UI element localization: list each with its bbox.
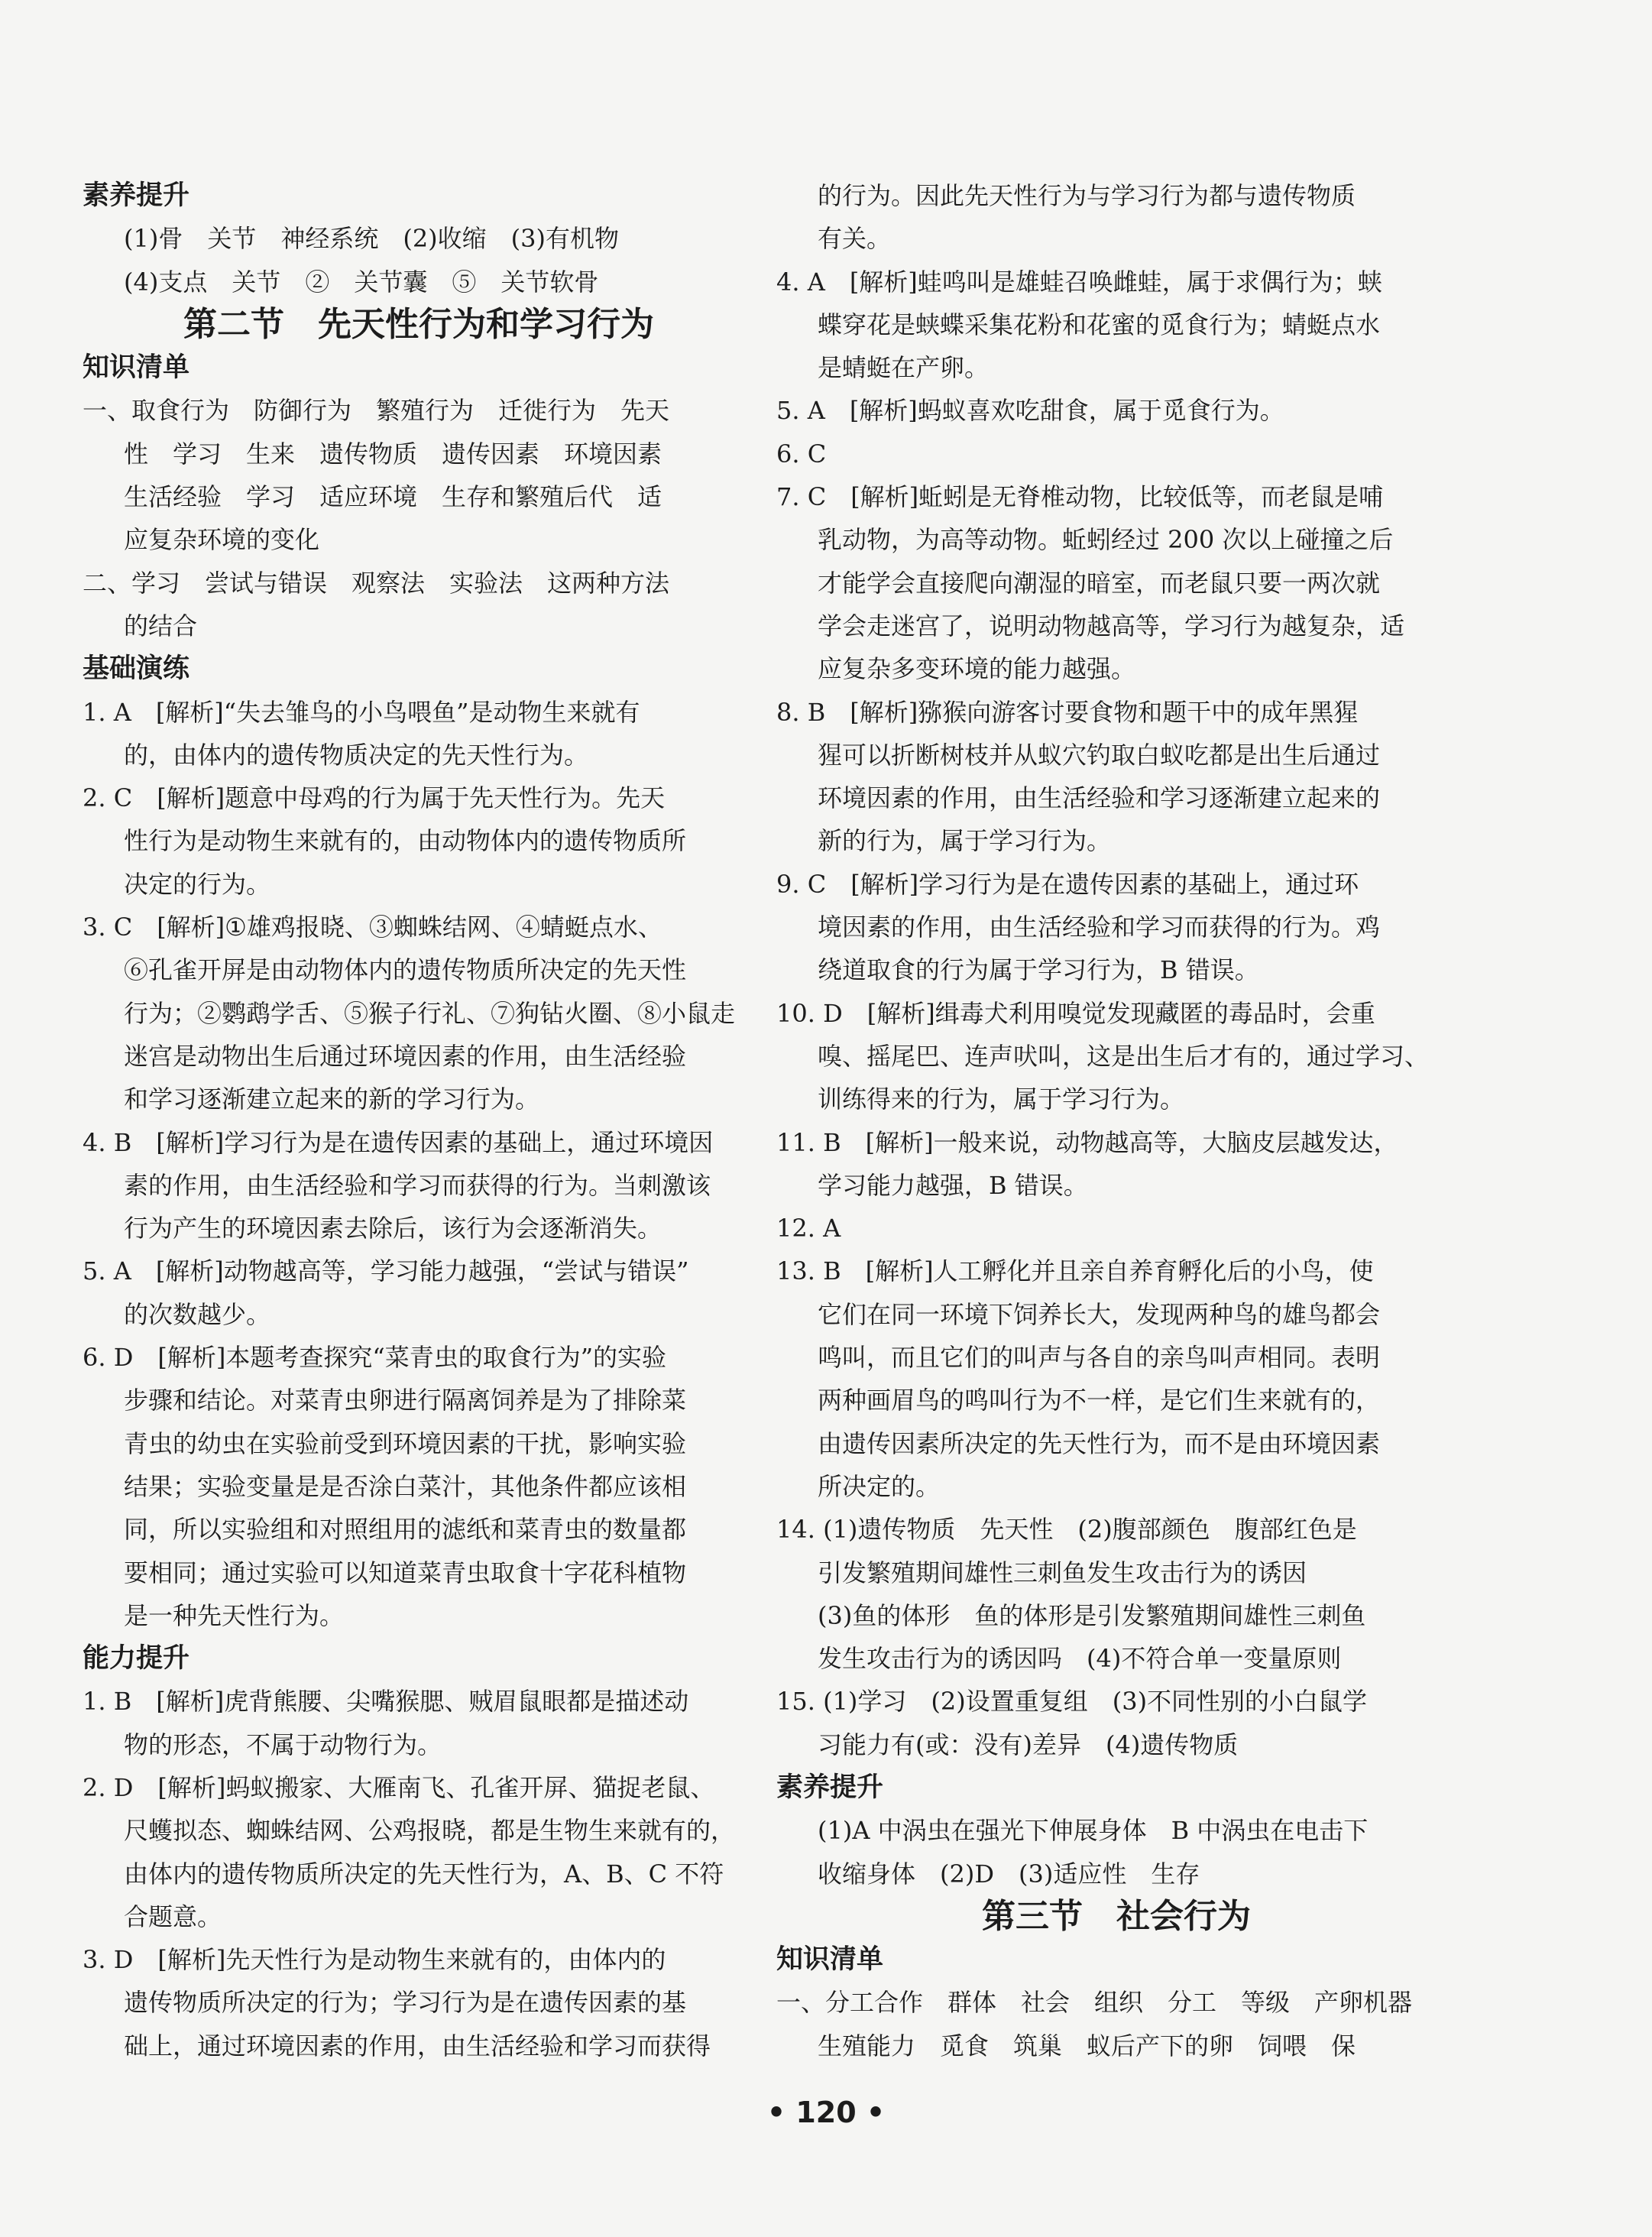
text-line: 训练得来的行为，属于学习行为。 bbox=[818, 1084, 1185, 1114]
answer-item: 1. A [解析]“失去雏鸟的小鸟喂鱼”是动物生来就有 bbox=[83, 697, 640, 727]
text-line: 青虫的幼虫在实验前受到环境因素的干扰，影响实验 bbox=[124, 1428, 687, 1458]
section-heading: 知识清单 bbox=[776, 1944, 884, 1976]
text-line: 迷宫是动物出生后通过环境因素的作用，由生活经验 bbox=[124, 1041, 687, 1071]
section-heading: 素养提升 bbox=[776, 1772, 884, 1803]
answer-item: 6. C bbox=[776, 439, 827, 468]
text-line: ⑥孔雀开屏是由动物体内的遗传物质所决定的先天性 bbox=[124, 955, 687, 985]
answer-item: 12. A bbox=[776, 1214, 841, 1243]
answer-item: 14. (1)遗传物质 先天性 (2)腹部颜色 腹部红色是 bbox=[776, 1515, 1357, 1545]
answer-item: 15. (1)学习 (2)设置重复组 (3)不同性别的小白鼠学 bbox=[776, 1687, 1368, 1717]
text-line: 结果；实验变量是是否涂白菜汁，其他条件都应该相 bbox=[124, 1471, 687, 1501]
text-line: 应复杂多变环境的能力越强。 bbox=[818, 654, 1136, 684]
answer-item: 11. B [解析]一般来说，动物越高等，大脑皮层越发达， bbox=[776, 1127, 1398, 1157]
answer-item: 6. D [解析]本题考查探究“菜青虫的取食行为”的实验 bbox=[83, 1343, 667, 1373]
answer-item: 4. A [解析]蛙鸣叫是雄蛙召唤雌蛙，属于求偶行为；蛱 bbox=[776, 267, 1382, 297]
text-line: 尺蠖拟态、蜘蛛结网、公鸡报晓，都是生物生来就有的， bbox=[124, 1816, 736, 1846]
answer-item: 3. C [解析]①雄鸡报晓、③蜘蛛结网、④蜻蜓点水、 bbox=[83, 913, 662, 942]
section-title: 第二节 先天性行为和学习行为 bbox=[183, 304, 654, 344]
text-line: 有关。 bbox=[818, 224, 892, 254]
section-title: 第三节 社会行为 bbox=[982, 1896, 1251, 1936]
text-line: 行为；②鹦鹉学舌、⑤猴子行礼、⑦狗钻火圈、⑧小鼠走 bbox=[124, 998, 736, 1028]
answer-item: 3. D [解析]先天性行为是动物生来就有的，由体内的 bbox=[83, 1945, 666, 1975]
text-line: 行为产生的环境因素去除后，该行为会逐渐消失。 bbox=[124, 1214, 662, 1243]
text-line: 的，由体内的遗传物质决定的先天性行为。 bbox=[124, 740, 589, 770]
answer-item: 1. B [解析]虎背熊腰、尖嘴猴腮、贼眉鼠眼都是描述动 bbox=[83, 1687, 689, 1717]
text-line: 是蜻蜓在产卵。 bbox=[818, 353, 990, 383]
text-line: 础上，通过环境因素的作用，由生活经验和学习而获得 bbox=[124, 2031, 711, 2060]
text-line: 鸣叫，而且它们的叫声与各自的亲鸟叫声相同。表明 bbox=[818, 1343, 1381, 1373]
text-line: 引发繁殖期间雄性三刺鱼发生攻击行为的诱因 bbox=[818, 1558, 1307, 1587]
left-column bbox=[83, 174, 755, 2067]
text-line: (3)鱼的体形 鱼的体形是引发繁殖期间雄性三刺鱼 bbox=[818, 1600, 1366, 1630]
text-line: 两种画眉鸟的鸣叫行为不一样，是它们生来就有的， bbox=[818, 1386, 1381, 1415]
answer-item: 一、取食行为 防御行为 繁殖行为 迁徙行为 先天 bbox=[83, 396, 670, 426]
text-line: 生殖能力 觅食 筑巢 蚁后产下的卵 饲喂 保 bbox=[818, 2031, 1356, 2060]
text-line: 猩可以折断树枝并从蚁穴钓取白蚁吃都是出生后通过 bbox=[818, 740, 1381, 770]
text-line: 新的行为，属于学习行为。 bbox=[818, 826, 1112, 856]
text-line: 由遗传因素所决定的先天性行为，而不是由环境因素 bbox=[818, 1428, 1381, 1458]
section-heading: 能力提升 bbox=[83, 1643, 190, 1675]
text-line: 应复杂环境的变化 bbox=[124, 525, 320, 555]
text-line: 环境因素的作用，由生活经验和学习逐渐建立起来的 bbox=[818, 783, 1381, 813]
page-number: • 120 • bbox=[766, 2096, 886, 2129]
text-line: 步骤和结论。对菜青虫卵进行隔离饲养是为了排除菜 bbox=[124, 1386, 687, 1415]
text-line: 习能力有(或：没有)差异 (4)遗传物质 bbox=[818, 1730, 1239, 1759]
text-line: (4)支点 关节 ② 关节囊 ⑤ 关节软骨 bbox=[124, 267, 599, 297]
answer-item: 5. A [解析]动物越高等，学习能力越强，“尝试与错误” bbox=[83, 1256, 689, 1286]
answer-item: 5. A [解析]蚂蚁喜欢吃甜食，属于觅食行为。 bbox=[776, 396, 1284, 426]
text-line: 生活经验 学习 适应环境 生存和繁殖后代 适 bbox=[124, 482, 662, 512]
text-line: (1)A 中涡虫在强光下伸展身体 B 中涡虫在电击下 bbox=[818, 1816, 1369, 1846]
text-line: 的结合 bbox=[124, 611, 198, 640]
text-line: 蝶穿花是蛱蝶采集花粉和花蜜的觅食行为；蜻蜓点水 bbox=[818, 310, 1381, 339]
answer-item: 7. C [解析]蚯蚓是无脊椎动物，比较低等，而老鼠是哺 bbox=[776, 482, 1384, 512]
text-line: 收缩身体 (2)D (3)适应性 生存 bbox=[818, 1859, 1200, 1888]
text-line: 嗅、摇尾巴、连声吠叫，这是出生后才有的，通过学习、 bbox=[818, 1041, 1430, 1071]
section-heading: 知识清单 bbox=[83, 352, 190, 384]
text-line: 是一种先天性行为。 bbox=[124, 1600, 345, 1630]
section-heading: 基础演练 bbox=[83, 653, 190, 685]
text-line: (1)骨 关节 神经系统 (2)收缩 (3)有机物 bbox=[124, 224, 619, 254]
text-line: 学习能力越强，B 错误。 bbox=[818, 1170, 1088, 1200]
text-line: 由体内的遗传物质所决定的先天性行为，A、B、C 不符 bbox=[124, 1859, 724, 1888]
answer-item: 二、学习 尝试与错误 观察法 实验法 这两种方法 bbox=[83, 568, 670, 598]
text-line: 境因素的作用，由生活经验和学习而获得的行为。鸡 bbox=[818, 913, 1381, 942]
text-line: 性 学习 生来 遗传物质 遗传因素 环境因素 bbox=[124, 439, 662, 468]
text-line: 决定的行为。 bbox=[124, 869, 271, 899]
section-heading: 素养提升 bbox=[83, 180, 190, 211]
text-line: 才能学会直接爬向潮湿的暗室，而老鼠只要一两次就 bbox=[818, 568, 1381, 598]
text-line: 所决定的。 bbox=[818, 1471, 941, 1501]
text-line: 物的形态，不属于动物行为。 bbox=[124, 1730, 442, 1759]
answer-item: 8. B [解析]猕猴向游客讨要食物和题干中的成年黑猩 bbox=[776, 697, 1359, 727]
answer-item: 4. B [解析]学习行为是在遗传因素的基础上，通过环境因 bbox=[83, 1127, 714, 1157]
answer-item: 2. D [解析]蚂蚁搬家、大雁南飞、孔雀开屏、猫捉老鼠、 bbox=[83, 1772, 715, 1802]
answer-item: 9. C [解析]学习行为是在遗传因素的基础上，通过环 bbox=[776, 869, 1359, 899]
text-line: 素的作用，由生活经验和学习而获得的行为。当刺激该 bbox=[124, 1170, 711, 1200]
text-line: 乳动物，为高等动物。蚯蚓经过 200 次以上碰撞之后 bbox=[818, 525, 1394, 555]
text-line: 和学习逐渐建立起来的新的学习行为。 bbox=[124, 1084, 540, 1114]
text-line: 同，所以实验组和对照组用的滤纸和菜青虫的数量都 bbox=[124, 1515, 687, 1545]
answer-item: 2. C [解析]题意中母鸡的行为属于先天性行为。先天 bbox=[83, 783, 666, 813]
text-line: 要相同；通过实验可以知道菜青虫取食十字花科植物 bbox=[124, 1558, 687, 1587]
answer-item: 一、分工合作 群体 社会 组织 分工 等级 产卵机器 bbox=[776, 1988, 1413, 2018]
text-line: 合题意。 bbox=[124, 1901, 222, 1931]
text-line: 绕道取食的行为属于学习行为，B 错误。 bbox=[818, 955, 1259, 985]
text-line: 学会走迷宫了，说明动物越高等，学习行为越复杂，适 bbox=[818, 611, 1405, 640]
text-line: 的行为。因此先天性行为与学习行为都与遗传物质 bbox=[818, 181, 1356, 210]
text-line: 的次数越少。 bbox=[124, 1299, 271, 1329]
text-line: 性行为是动物生来就有的，由动物体内的遗传物质所 bbox=[124, 826, 687, 856]
answer-item: 13. B [解析]人工孵化并且亲自养育孵化后的小鸟，使 bbox=[776, 1256, 1374, 1286]
text-line: 它们在同一环境下饲养长大，发现两种鸟的雄鸟都会 bbox=[818, 1299, 1381, 1329]
text-line: 发生攻击行为的诱因吗 (4)不符合单一变量原则 bbox=[818, 1644, 1342, 1674]
text-line: 遗传物质所决定的行为；学习行为是在遗传因素的基 bbox=[124, 1988, 687, 2018]
right-column bbox=[776, 174, 1456, 2067]
answer-item: 10. D [解析]缉毒犬利用嗅觉发现藏匿的毒品时，会重 bbox=[776, 998, 1375, 1028]
